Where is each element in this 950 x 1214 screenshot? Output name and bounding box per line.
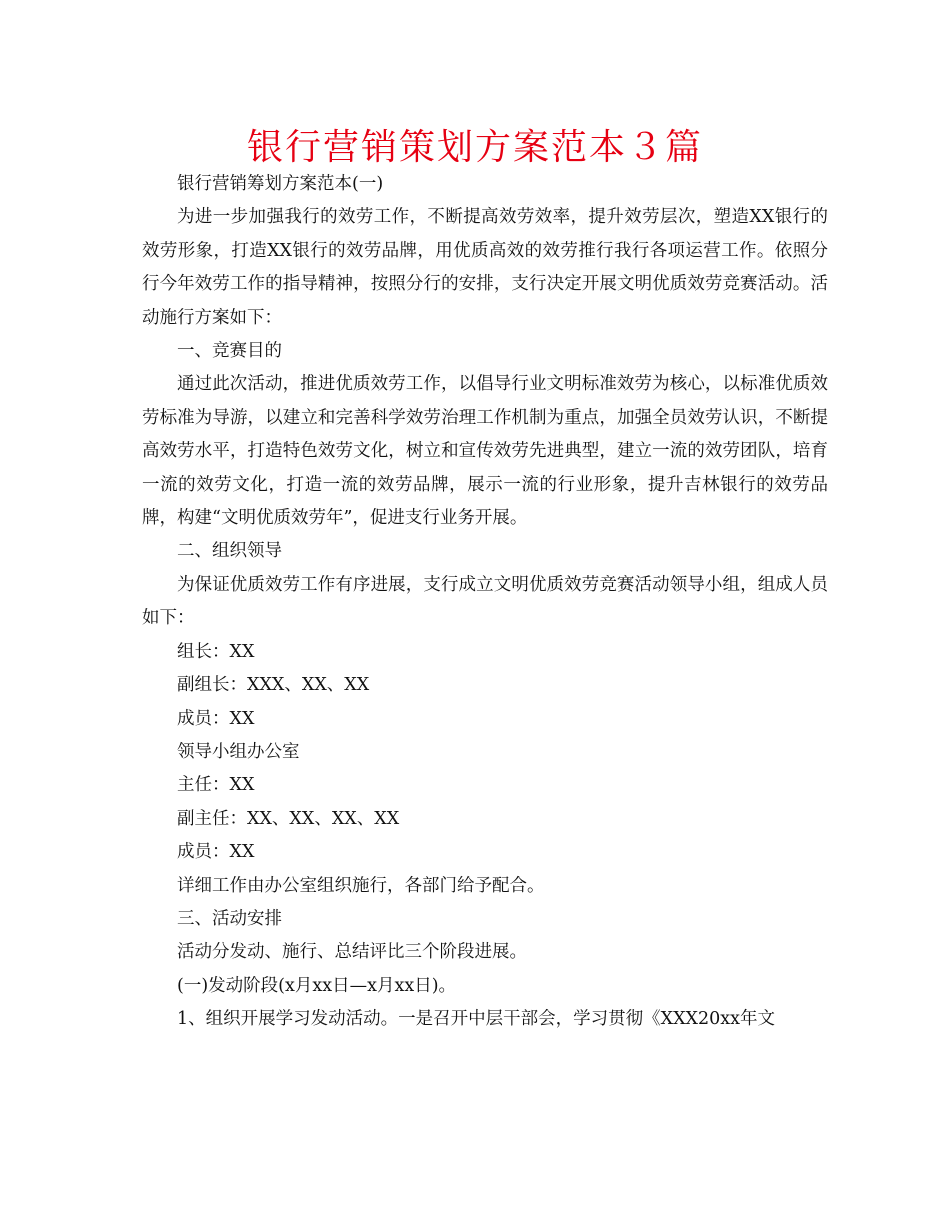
document-body — [142, 168, 828, 1037]
document-title: 银行营销策划方案范本３篇 — [246, 127, 703, 168]
paragraph-10: 领导小组办公室 — [177, 741, 300, 762]
paragraph-4: 通过此次活动，推进优质效劳工作，以倡导行业文明标准效劳为核心，以标准优质效劳标准为导游，以建立和完善科学效劳治理工作机制为重点，加强全员效劳认识，不断提高效劳水平，打造特色效劳文化，树立和宣传效劳先进典型，建立一流的效劳团队，培育一流的效劳文化，打造一流的效劳品牌，展示一流的行业形象，提升吉林银行的效劳品牌，构建“文明优质效劳年”，促进支行业务开展。 — [142, 374, 828, 529]
paragraph-16: 活动分发动、施行、总结评比三个阶段进展。 — [177, 942, 527, 963]
paragraph-15: 三、活动安排 — [177, 908, 282, 929]
paragraph-6: 为保证优质效劳工作有序进展，支行成立文明优质效劳竞赛活动领导小组，组成人员如下： — [142, 574, 828, 629]
paragraph-12: 副主任：XX、XX、XX、XX — [177, 808, 400, 829]
paragraph-18: 1、组织开展学习发动活动。一是召开中层干部会，学习贯彻《XXX20xx年文 — [177, 1009, 776, 1030]
paragraph-8: 副组长：XXX、XX、XX — [177, 675, 370, 696]
paragraph-17: (一)发动阶段(x月xx日—x月xx日)。 — [177, 975, 457, 996]
paragraph-11: 主任：XX — [177, 775, 255, 796]
paragraph-5: 二、组织领导 — [177, 541, 282, 562]
paragraph-14: 详细工作由办公室组织施行，各部门给予配合。 — [177, 875, 545, 896]
paragraph-3: 一、竞赛目的 — [177, 341, 282, 362]
paragraph-7: 组长：XX — [177, 641, 255, 662]
paragraph-2: 为进一步加强我行的效劳工作，不断提高效劳效率，提升效劳层次，塑造XX银行的效劳形象，打造XX银行的效劳品牌，用优质高效的效劳推行我行各项运营工作。依照分行今年效劳工作的指导精神，按照分行的安排，支行决定开展文明优质效劳竞赛活动。活动施行方案如下： — [142, 207, 828, 328]
paragraph-13: 成员：XX — [177, 842, 255, 863]
paragraph-9: 成员：XX — [177, 708, 255, 729]
paragraph-1: 银行营销筹划方案范本(一) — [177, 174, 384, 194]
